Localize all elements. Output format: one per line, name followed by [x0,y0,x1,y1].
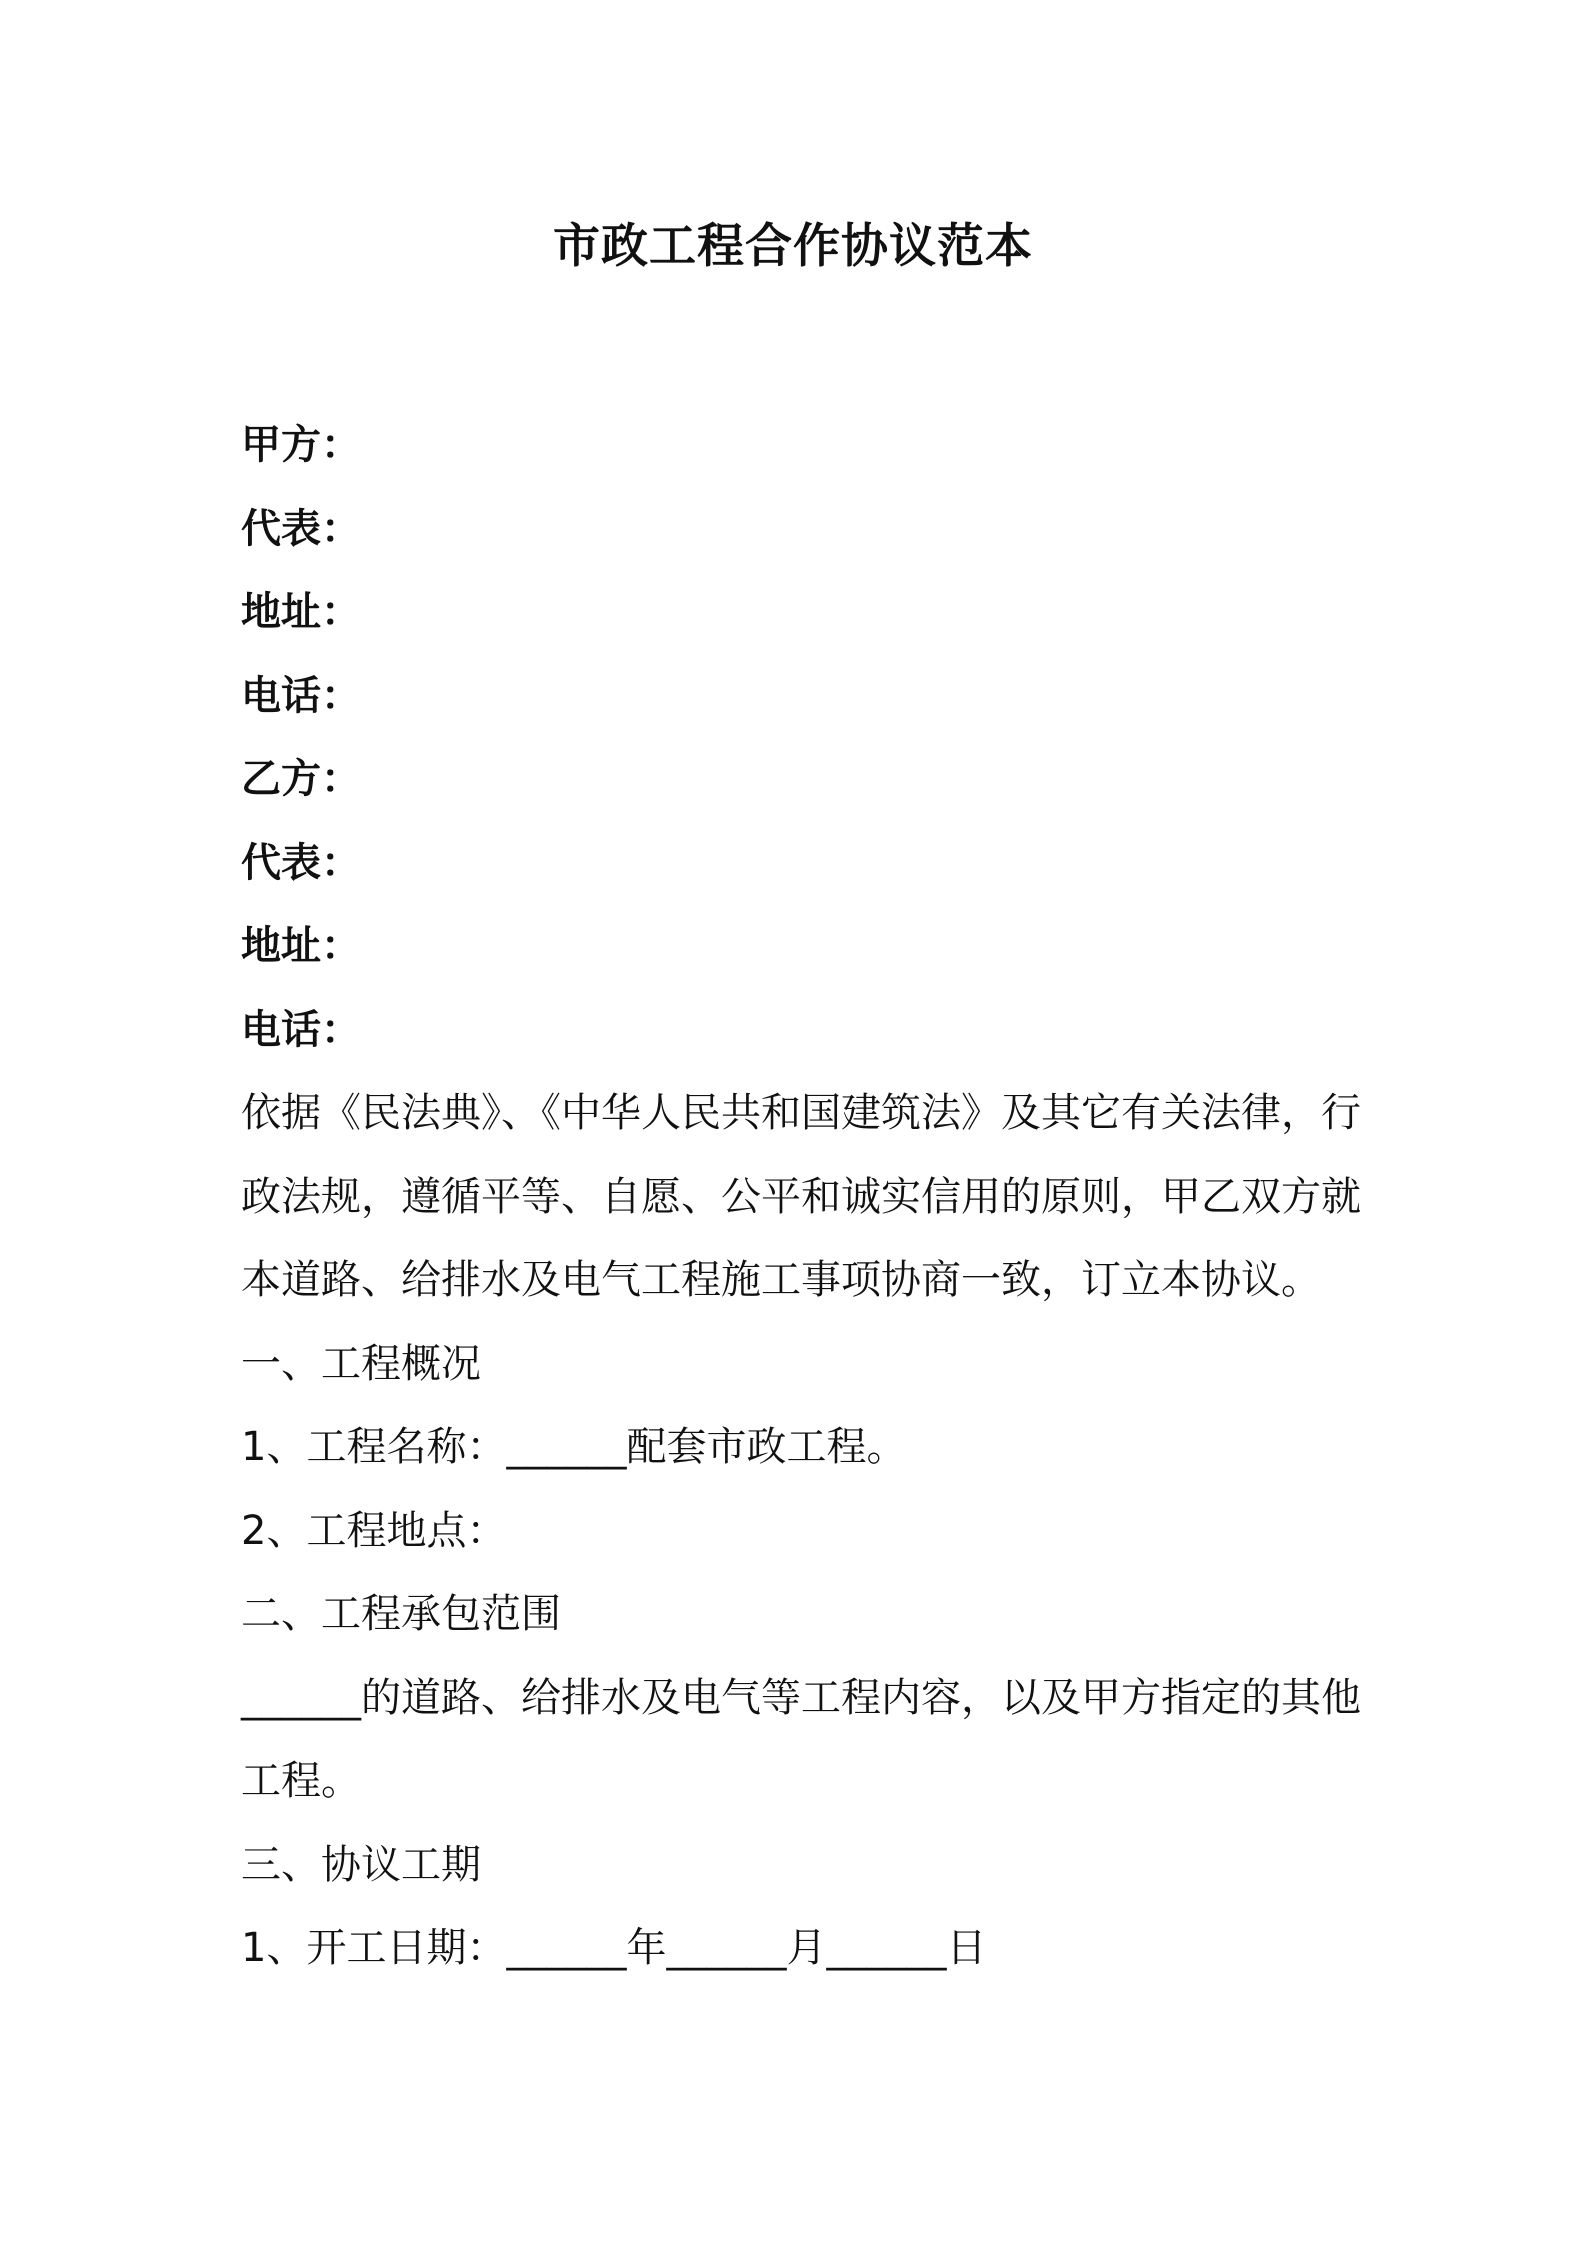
party-b-phone: 电话： [241,1006,361,1053]
party-a-address: 地址： [241,589,361,635]
party-a-label: 甲方： [241,422,361,468]
party-a-phone: 电话： [241,672,361,719]
section1-item1: 1、工程名称：______配套市政工程。 [241,1424,907,1470]
party-b-address: 地址： [241,923,361,969]
document-body [241,404,1361,1991]
section3-item1: 1、开工日期：______年______月______日 [241,1925,987,1971]
party-a-rep: 代表： [241,505,361,552]
section2-heading: 二、工程承包范围 [241,1591,561,1637]
section2-text: ______的道路、给排水及电气等工程内容，以及甲方指定的其他工程。 [241,1674,1361,1804]
preamble-paragraph: 依据《民法典》、《中华人民共和国建筑法》及其它有关法律，行政法规，遵循平等、自愿、公平和诚实信用的原则，甲乙双方就本道路、给排水及电气工程施工事项协商一致，订立本协议。 [241,1090,1361,1303]
party-b-label: 乙方： [241,756,361,802]
document-title: 市政工程合作协议范本 [553,219,1033,274]
section3-heading: 三、协议工期 [241,1841,481,1888]
party-b-rep: 代表： [241,839,361,886]
section1-heading: 一、工程概况 [241,1340,481,1387]
section1-item2: 2、工程地点： [241,1507,507,1554]
